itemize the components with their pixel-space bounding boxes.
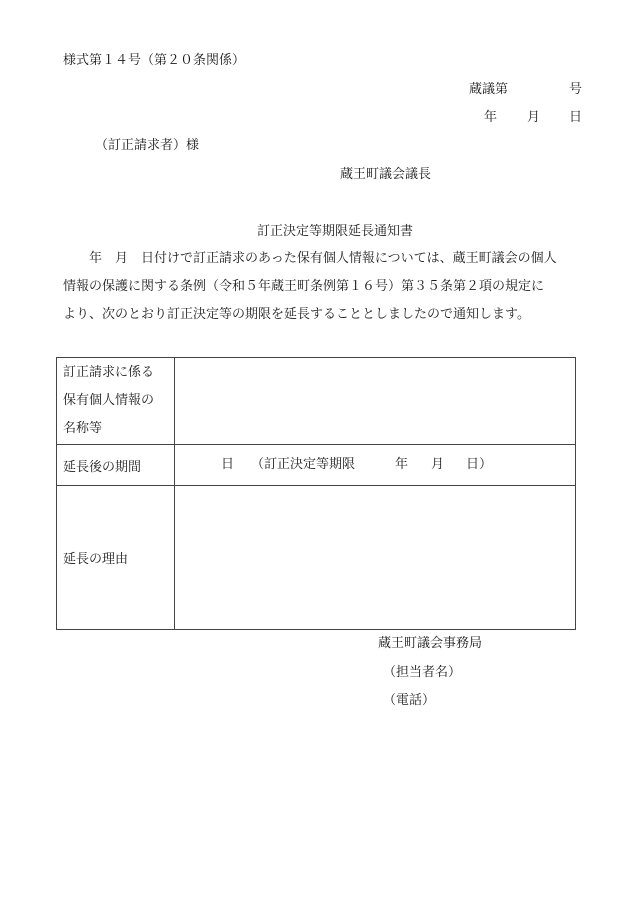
record-name-label-line: 名称等 [63,421,103,436]
contact-person: （担当者名） [383,665,462,680]
body-text-line: より、次のとおり訂正決定等の期限を延長することとしましたので通知します。 [63,307,530,322]
info-table [56,357,576,630]
table-row [57,486,576,630]
body-text-line: 情報の保護に関する条例（令和５年蔵王町条例第１６号）第３５条第２項の規定に [63,279,545,294]
reason-label: 延長の理由 [57,486,175,630]
period-label: 延長後の期間 [57,445,175,486]
sender: 蔵王町議会議長 [340,167,432,182]
record-name-value [175,358,576,445]
date-day: 日 [569,110,583,125]
deadline-month: 月 [431,457,445,472]
table-row [57,445,576,486]
document-number-label: 蔵議第 [469,82,509,97]
period-value [175,445,576,486]
deadline-label: （訂正決定等期限 [251,457,356,472]
record-name-label-line: 訂正請求に係る [63,365,155,380]
date-year: 年 [484,110,498,125]
form-number: 様式第１４号（第２０条関係） [63,53,246,68]
reason-value [175,486,576,630]
document-title: 訂正決定等期限延長通知書 [257,224,414,239]
table-row [57,358,576,445]
deadline-day: 日） [466,457,493,472]
period-day: 日 [221,457,235,472]
contact-phone: （電話） [383,693,436,708]
deadline-year: 年 [395,457,409,472]
document-number-suffix: 号 [569,82,583,97]
body-text-line: 年 月 日付けで訂正請求のあった保有個人情報については、蔵王町議会の個人 [89,251,557,266]
date-month: 月 [527,110,541,125]
office-name: 蔵王町議会事務局 [378,636,483,651]
recipient: （訂正請求者）様 [95,138,200,153]
record-name-label-line: 保有個人情報の [63,393,155,408]
record-name-label [57,358,175,445]
